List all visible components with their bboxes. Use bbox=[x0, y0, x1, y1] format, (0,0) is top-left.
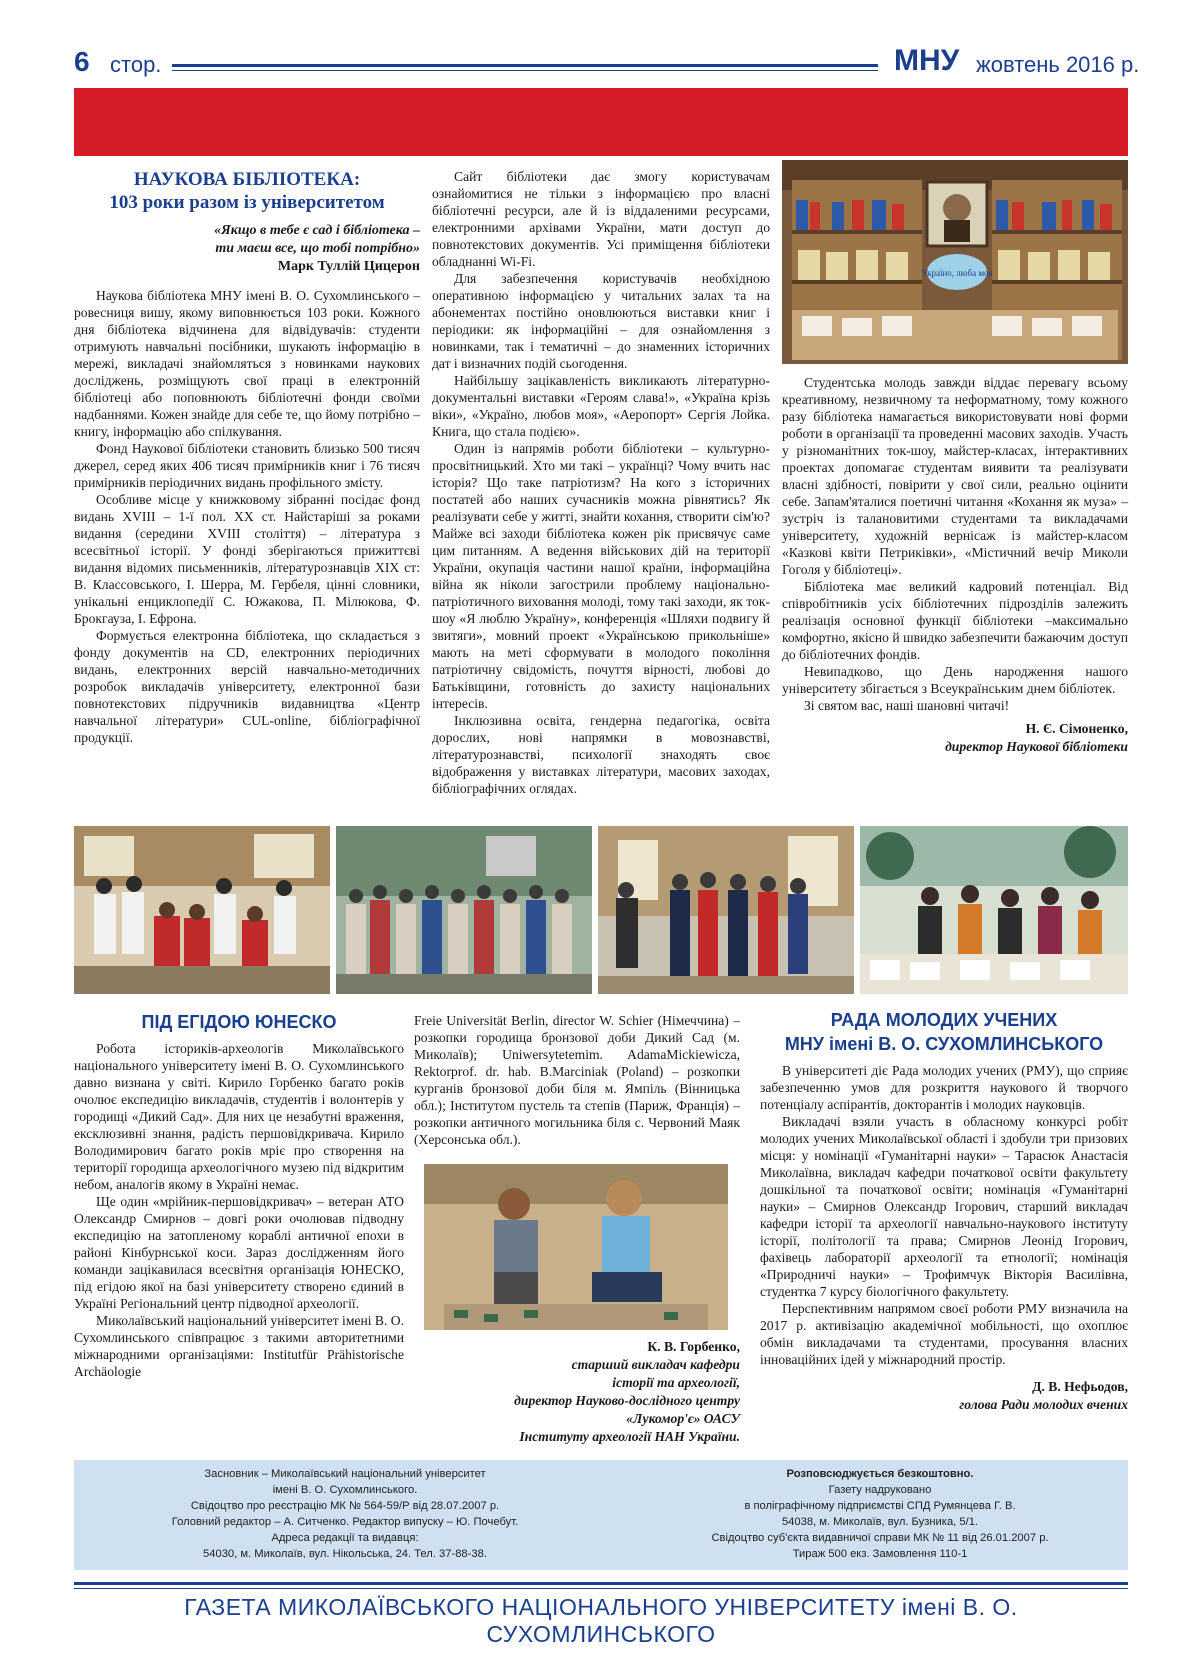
page-number: 6 bbox=[74, 46, 90, 77]
unesco-signature-role: старший викладач кафедри bbox=[571, 1357, 740, 1372]
library-col-2 bbox=[432, 168, 770, 797]
library-paragraph: Один із напрямів роботи бібліотеки – культурно-просвітницький. Хто ми такі – українці? Чому вчить нас історія? Що таке патріотизм? На кого з історичних постатей або наших сучасників можна рівнятись? Як реалізувати себе у житті, знайти кохання, створити сім'ю? Майже всі заходи бібліотека кожен рік присвячує саме цим питанням. А ведення військових дій на території України, окупація частини нашої країни, інформаційна війна як ніколи загострили проблему національно-патріотичного виховання молоді, тому такі заходи, як ток-шоу «Я люблю Україну», конференція «Шляхи подвигу й звитяги», мовний проект «Українською прикольніше» мають на меті сформувати в молодого покоління патріотичну свідомість, почуття вірності, любові до Батьківщини, готовність до захисту національних інтересів. bbox=[432, 441, 770, 711]
unesco-signature-role: Інституту археології НАН України. bbox=[519, 1429, 740, 1444]
imprint-line: імені В. О. Сухомлинського. bbox=[272, 1484, 418, 1496]
council-signature-name: Д. В. Нефьодов, bbox=[1032, 1379, 1128, 1394]
imprint-line: Головний редактор – А. Ситченко. Редактор випуску – Ю. Почебут. bbox=[171, 1516, 519, 1528]
red-banner bbox=[74, 88, 1128, 156]
imprint-right bbox=[670, 1466, 1090, 1562]
council-title-line2: МНУ імені В. О. СУХОМЛИНСЬКОГО bbox=[784, 1034, 1104, 1054]
imprint-line: в поліграфічному підприємстві СПД Румянцева Г. В. bbox=[744, 1500, 1016, 1512]
library-paragraph: Сайт бібліотеки дає змогу користувачам ознайомитися не тільки з інформацією про власні бібліотечні ресурси, але й із віддаленими ресурсами, електронними архівами України, мати доступ до повнотекстових документів. Усі приміщення бібліотеки обладнанні Wi-Fi. bbox=[432, 169, 770, 269]
page-word: стор. bbox=[110, 52, 162, 77]
imprint-free-distribution: Розповсюджується безкоштовно. bbox=[786, 1468, 974, 1480]
unesco-paragraph: Робота істориків-археологів Миколаївського національного університету імені В. О. Сухомлинського давно визнана у світі. Кирило Горбенко багато років очолює експедицію викладачів, студентів і волонтерів у городищі «Дикий Сад». Для них це незабутні враження, ексклюзивні знання, радість першовідкривача. Кирило Володимирович багато років мріє про створення на території городища археологічного музею під відкритим небом, аналогів якому в Україні немає. bbox=[74, 1041, 404, 1192]
group-photo-library-1 bbox=[74, 826, 330, 994]
header-rule-top bbox=[172, 64, 878, 67]
group-photo-exhibition bbox=[860, 826, 1128, 994]
library-col-1 bbox=[74, 168, 420, 746]
header-rule-bottom bbox=[172, 70, 878, 71]
imprint-line: 54030, м. Миколаїв, вул. Нікольська, 24. Тел. 37-88-38. bbox=[203, 1548, 487, 1560]
council-paragraph: В університеті діє Рада молодих учених (РМУ), що сприяє забезпеченню умов для розкриття наукового й творчого потенціалу аспірантів, докторантів і молодих науковців. bbox=[760, 1063, 1128, 1112]
unesco-col-2 bbox=[414, 1012, 740, 1148]
library-shelves-photo bbox=[782, 160, 1128, 364]
council-title-line1: РАДА МОЛОДИХ УЧЕНИХ bbox=[830, 1010, 1058, 1030]
library-title-line1: НАУКОВА БІБЛІОТЕКА: bbox=[133, 169, 361, 190]
library-paragraph: Бібліотека має великий кадровий потенціал. Від співробітників усіх бібліотечних підрозділів залежить реалізація основної функції бібліотеки –максимально комфортно, якісно й швидко забезпечити бажаючим доступ до бібліотечних фондів. bbox=[782, 579, 1128, 662]
library-col-3 bbox=[782, 374, 1128, 756]
group-photo-outdoor bbox=[336, 826, 592, 994]
unesco-title: ПІД ЕГІДОЮ ЮНЕСКО bbox=[141, 1012, 337, 1032]
epigraph-line2: ти маєш все, що тобі потрібно» bbox=[215, 241, 420, 256]
newspaper-title: ГАЗЕТА МИКОЛАЇВСЬКОГО НАЦІОНАЛЬНОГО УНІВЕРСИТЕТУ імені В. О. СУХОМЛИНСЬКОГО bbox=[184, 1594, 1018, 1647]
council-paragraph: Перспективним напрямом своєї роботи РМУ визначила на 2017 р. активізацію академічної мобільності, що охоплює обмін викладачами та студентами, просування власних інноваційних ідей у міжнародний простір. bbox=[760, 1301, 1128, 1367]
unesco-signature-role: директор Науково-дослідного центру bbox=[514, 1393, 740, 1408]
imprint-line: Газету надруковано bbox=[828, 1484, 932, 1496]
council-paragraph: Викладачі взяли участь в обласному конкурсі робіт молодих учених Миколаївської області і здобули три призових місця: у номінації «Гуманітарні науки» – Тарасюк Анастасія Миколаївна, викладач кафедри початкової освіти факультету дошкільної та початкової освіти; номінація «Гуманітарні науки» – Смирнов Олександр Ігорович, старший викладач кафедри історії та археології навчально-наукового інституту історії, політології та права; Смирнов Леонід Ігорович, фахівець лабораторії археології та етнології; номінація «Природничі науки» – Трофимчук Вікторія Василівна, студентка 7 курсу біологічного факультету. bbox=[760, 1114, 1128, 1299]
library-paragraph: Найбільшу зацікавленість викликають літературно-документальні виставки «Героям слава!», «Україна крізь віки», «Україно, любов моя», «Аеропорт» Сергія Лойка. Книга, що стала подією». bbox=[432, 373, 770, 439]
unesco-paragraph: Freie Universität Berlin, director W. Schier (Німеччина) – розкопки городища бронзової доби Дикий Сад (м. Миколаїв); Uniwersytetemim. AdamaMickiewicza, Rektorprof. dr. hab. B.Marciniak (Poland) – розкопки курганів бронзової доби біля м. Ямпіль (Вінницька обл.); Інститутом пустель та степів (Париж, Франція) – розкопки античного могильника біля с. Червоний Маяк (Херсонська обл.). bbox=[414, 1013, 740, 1147]
photo-sign-text: Україно, люба моя bbox=[921, 268, 993, 278]
issue-date: жовтень 2016 р. bbox=[976, 52, 1140, 77]
library-signature-name: Н. Є. Сімоненко, bbox=[1025, 721, 1128, 736]
imprint-left bbox=[110, 1466, 580, 1562]
library-paragraph: Наукова бібліотека МНУ імені В. О. Сухомлинського – ровесниця вишу, якому виповнюється 103 роки. Кожного дня бібліотека відчинена для відвідувачів: студенти отримують навчальні посібники, шукають інформацію в мережі, викладачі знайомляться з новинками наукових досліджень, розміщують свої праці в електронній бібліотеці або поповнюють бібліотечні фонди своїми надбаннями. Кожен знайде для себе те, що йому потрібно – книгу, інформацію або спілкування. bbox=[74, 288, 420, 439]
imprint-line: 54038, м. Миколаїв, вул. Бузника, 5/1. bbox=[781, 1516, 979, 1528]
unesco-signature-role: «Лукомор'є» ОАСУ bbox=[626, 1411, 740, 1426]
imprint-line: Тираж 500 екз. Замовлення 110-1 bbox=[792, 1548, 968, 1560]
brand-logo: МНУ bbox=[894, 44, 960, 77]
library-paragraph: Студентська молодь завжди віддає перевагу всьому креативному, незвичному та неформатному, тому кожного разу бібліотека намагається використовувати нові форми роботи в організації та проведенні масових заходів. Участь у різноманітних ток-шоу, майстер-класах, інтерактивних проектах допомагає студентам виявити та реалізувати власні здібності, повірити у свої сили, реально оцінити себе. Запам'яталися поетичні читання «Кохання як муза» – зустріч із талановитими студентами та викладачами університету, художній вернісаж із майстер-класом «Казкові квіти Петриківки», «Містичний вечір Миколи Гоголя у бібліотеці». bbox=[782, 375, 1128, 577]
group-photo-event bbox=[598, 826, 854, 994]
library-paragraph: Зі святом вас, наші шановні читачі! bbox=[804, 698, 1010, 713]
library-title-line2: 103 роки разом із університетом bbox=[109, 192, 385, 213]
unesco-signature-name: К. В. Горбенко, bbox=[647, 1339, 740, 1354]
library-paragraph: Формується електронна бібліотека, що складається з фонду документів на CD, електронних періодичних видань, електронних версій навчально-методичних розробок викладачів університету, електронної бази повнотекстових підручників видавництва «Центр навчальної літератури» CUL-online, бібліографічної продукції. bbox=[74, 628, 420, 745]
imprint-line: Адреса редакції та видавця: bbox=[271, 1532, 419, 1544]
imprint-line: Свідоцтво про реєстрацію МК № 564-59/Р від 28.07.2007 р. bbox=[190, 1500, 500, 1512]
unesco-paragraph: Ще один «мрійник-першовідкривач» – ветеран АТО Олександр Смирнов – довгі роки очолював підводну експедицію на затопленому кораблі античної епохи в районі Кінбурнської коси. Зараз дослідженням його команди зацікавилася всесвітня організація ЮНЕСКО, під егідою якої на базі університету створено єдиний в Україні Регіональний центр підводної археології. bbox=[74, 1194, 404, 1311]
library-paragraph: Інклюзивна освіта, гендерна педагогіка, освіта дорослих, нові напрямки в мовознавстві, літературознавстві, психології знаходять своє відображення у виставках літератури, масових заходах, бібліографічних оглядах. bbox=[432, 713, 770, 796]
council-article bbox=[760, 1008, 1128, 1414]
footer-rule-bottom bbox=[74, 1588, 1128, 1589]
unesco-col-1 bbox=[74, 1010, 404, 1380]
unesco-signature bbox=[424, 1338, 740, 1446]
library-paragraph: Фонд Наукової бібліотеки становить близько 500 тисяч джерел, серед яких 406 тисяч примірників книг і 76 тисяч примірників періодичних видань профільного змісту. bbox=[74, 441, 420, 490]
library-paragraph: Особливе місце у книжковому зібранні посідає фонд видань XVIII – 1-ї пол. XX ст. Найстаріші за роками видання (середини XVIII століття) – література з всесвітньої історії. У фонді зберігаються прижиттєві видання відомих письменників, літературознавців XIX ст: В. Классовського, І. Шерра, М. Гербеля, цінні словники, унікальні енциклопедії С. Южакова, П. Мілюкова, Ф. Брокгауза, І. Ефрона. bbox=[74, 492, 420, 626]
imprint-line: Свідоцтво суб'єкта видавничої справи МК № 11 від 26.01.2007 р. bbox=[711, 1532, 1049, 1544]
epigraph-line1: «Якщо в тебе є сад і бібліотека – bbox=[214, 223, 420, 238]
library-paragraph: Невипадково, що День народження нашого університету збігається з Всеукраїнським днем бібліотек. bbox=[782, 664, 1128, 696]
footer-rule-top bbox=[74, 1582, 1128, 1585]
library-signature-role: директор Наукової бібліотеки bbox=[945, 739, 1128, 754]
library-paragraph: Для забезпечення користувачів необхідною оперативною інформацією у читальних залах та на абонементах постійно оновлюються виставки книг і періодики: як інформаційні – для ознайомлення з новинками, так і тематичні – до знаменних історичних дат і визначних подій сьогодення. bbox=[432, 271, 770, 371]
unesco-signature-role: історії та археології, bbox=[612, 1375, 740, 1390]
epigraph-author: Марк Туллій Цицерон bbox=[277, 259, 420, 274]
council-signature-role: голова Ради молодих вчених bbox=[959, 1397, 1128, 1412]
archaeologists-photo bbox=[424, 1164, 728, 1330]
imprint-line: Засновник – Миколаївський національний університет bbox=[204, 1468, 486, 1480]
unesco-paragraph: Миколаївський національний університет імені В. О. Сухомлинського співпрацює з такими авторитетними міжнародними організаціями: Institutfür Prähistorische Archäologie bbox=[74, 1313, 404, 1379]
